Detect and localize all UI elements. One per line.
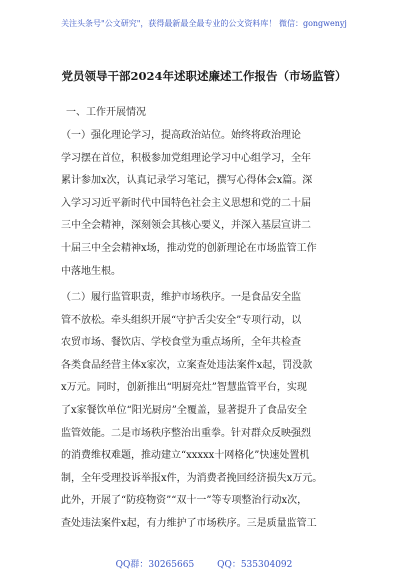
paragraph-line: 各类食品经营主体x家次，立案查处违法案件x起，罚没款 [61, 359, 313, 371]
paragraph-theory-study [61, 125, 351, 283]
paragraph-line: （二）履行监管职责，维护市场秩序。一是食品安全监 [61, 292, 301, 303]
paragraph-line: 中落地生根。 [61, 265, 121, 277]
promo-banner: 关注头条号"公文研究"，获得最新最全最专业的公文资料库！ 微信：gongwenyj [61, 19, 347, 28]
contact-footer [0, 557, 408, 570]
paragraph-line: 制，全年受理投诉举报x件，为消费者挽回经济损失x万元。 [61, 472, 323, 484]
paragraph-market-supervision [61, 287, 351, 536]
paragraph-line: 十届三中全会精神x场，推动党的创新理论在市场监管工作 [61, 242, 317, 254]
document-title: 党员领导干部2024年述职述廉述工作报告（市场监管） [61, 69, 347, 83]
paragraph-line: 此外，开展了“防疫物资”“双十一”等专项整治行动x次， [61, 495, 308, 507]
paragraph-line: 入学习习近平新时代中国特色社会主义思想和党的二十届 [61, 197, 311, 209]
paragraph-line: 农贸市场、餐饮店、学校食堂为重点场所，全年共检查 [61, 337, 301, 349]
paragraph-line: 管不放松。牵头组织开展“守护舌尖安全”专项行动，以 [61, 314, 302, 326]
paragraph-line: x万元。同时，创新推出“明厨亮灶”智慧监管平台，实现 [61, 382, 307, 394]
section-heading: 一、工作开展情况 [66, 107, 146, 118]
paragraph-line: （一）强化理论学习，提高政治站位。始终将政治理论 [61, 130, 301, 141]
paragraph-line: 监管效能。二是市场秩序整治出重拳。针对群众反映强烈 [61, 427, 311, 439]
paragraph-line: 了x家餐饮单位“阳光厨房”全覆盖，显著提升了食品安全 [61, 404, 307, 416]
paragraph-line: 三中全会精神，深刻领会其核心要义，并深入基层宣讲二 [61, 220, 311, 232]
qq-number: QQ：535304092 [217, 560, 293, 570]
paragraph-line: 查处违法案件x起，有力维护了市场秩序。三是质量监管工 [61, 517, 317, 529]
paragraph-line: 的消费维权难题，推动建立“xxxxx十网格化”快速处置机 [61, 450, 310, 462]
qq-group-number: QQ群：30265665 [115, 560, 195, 570]
paragraph-line: 学习摆在首位，积极参加党组理论学习中心组学习，全年 [61, 152, 311, 164]
paragraph-line: 累计参加x次，认真记录学习笔记，撰写心得体会x篇。深 [61, 175, 313, 187]
